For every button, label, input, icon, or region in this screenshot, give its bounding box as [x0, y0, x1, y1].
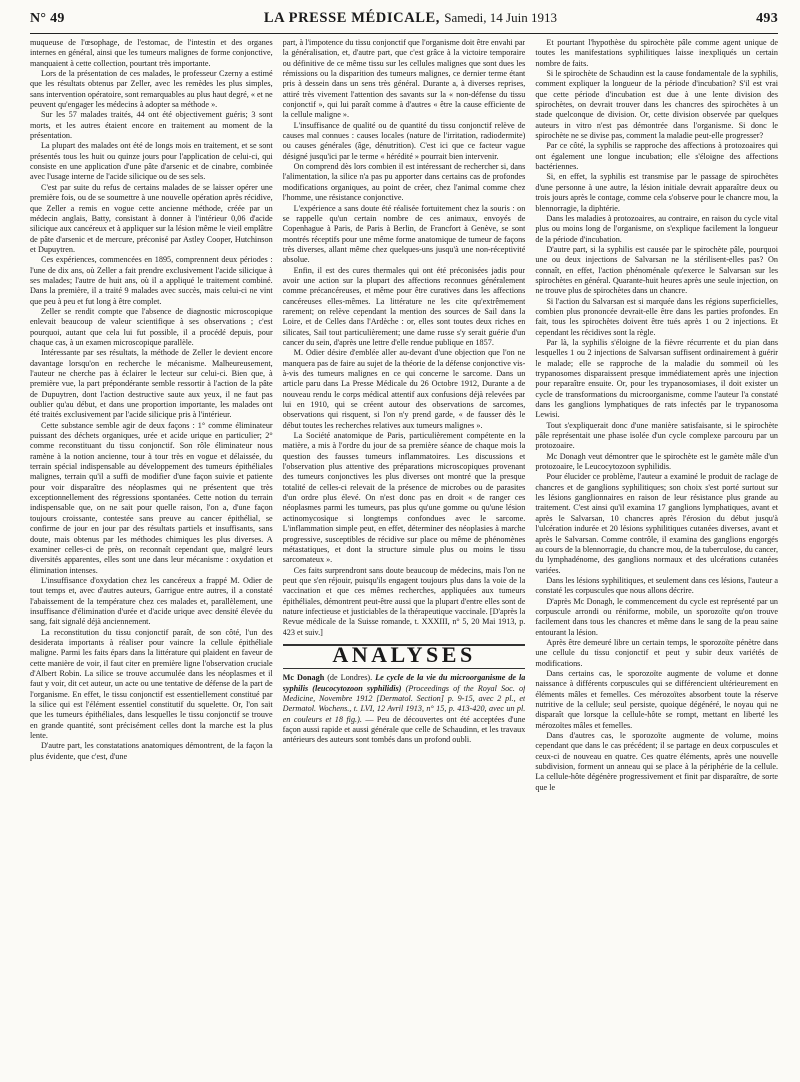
- paragraph: Cette substance semble agir de deux façons : 1° comme éliminateur puissant des déchets organiques, urée et acide urique en particulier; 2° comme reconstituant du tissu conjonctif. Son rôle éliminateur nous ramène à la notion ancienne, tour à tour très en vogue et délaissée, du terrain spécial indispensable au développement des tumeurs épithéliales malignes, terrain qu'il a suffi de modifier d'une façon suivie et patiente pour voir disparaître des néoplasmes qui ne présentent que très exceptionnellement des régressions spontanées. Cette notion du terrain indispensable que, on ne sait pour quelle raison, l'on a, d'une façon toujours croissante, contestée sans preuve au cancer épithélial, se confirme de jour en jour par des résultats partiels et insuffisants, sans doute, mais obtenus par les méthodes chimiques les plus diverses. A examiner celles-ci de près, on reconnaît cependant que, malgré leurs diversités apparentes, elles sont une dans leur mécanisme : oxydation et élimination intenses.: [30, 420, 273, 575]
- page-header: [30, 10, 778, 34]
- paragraph: Zeller se rendit compte que l'absence de diagnostic microscopique enlevait beaucoup de valeur scientifique à ses observations ; c'est pourquoi, autant que cela lui fut possible, il a procédé depuis, pour chaque cas, à un examen microscopique parallèle.: [30, 306, 273, 347]
- paragraph: La Société anatomique de Paris, particulièrement compétente en la matière, a mis à l'ordre du jour de sa première séance de chaque mois la question des fausses tumeurs inflammatoires. Les discussions et l'observation plus attentive des préparations microscopiques provenant des tumeurs conjonctives les plus diverses ont montré que la presque totalité de celles-ci relevait de la présence de microbes ou de parasites d'un ordre plus élevé. On n'est donc pas en droit « de ranger ces néoplasmes parmi les tumeurs, pas plus qu'une gomme ou qu'une lésion actinomycosique si longtemps confondues avec le sarcome. L'inflammation simple peut, en effet, déterminer des néoplasies à marche progressive, susceptibles de récidive sur place ou même de phénomènes métastatiques, et dont la structure simule plus ou moins le tissu sarcomateux ».: [282, 431, 526, 565]
- paragraph: Enfin, il est des cures thermales qui ont été préconisées jadis pour avoir une action sur la plupart des affections reconnues généralement comme précancéreuses, et même pour être curatives dans les affections cancéreuses elles-mêmes. La littérature ne les cite qu'extrêmement rarement; on relève cependant la mention des sources de Sail dans la Loire, et de Celles dans l'Ardèche : or, elles sont toutes deux riches en silicates, Sail tout particulièrement; une dame russe s'y serait guérie d'un cancer du sein, d'après une lettre d'elle rendue publique en 1857.: [282, 265, 526, 347]
- paragraph: La reconstitution du tissu conjonctif paraît, de son côté, l'un des desiderata importants à réaliser pour vaincre la cellule épithéliale maligne. Parmi les faits épars dans la littérature qui plaident en faveur de cette manière de voir, il faut citer en première ligne l'observation cruciale d'Albert Robin. La silice se trouve accumulée dans les néoplasmes et il faut y voir, dit cet auteur, un acte ou une tentative de défense de la part de l'organisme. En effet, le tissu conjonctif est essentiellement constitué par la silice qui est l'élément essentiel constitutif du squelette. Or, l'on sait que les tumeurs épithéliales, dans lesquelles le tissu conjonctif se trouve en grande quantité, sont précisément celles dont la marche est la plus lente.: [30, 627, 273, 741]
- paragraph: part, à l'impotence du tissu conjonctif que l'organisme doit être envahi par la généralisation, et, d'autre part, que c'est grâce à la victoire temporaire ou définitive de ce même tissu sur les cellules malignes que sont dues les rémissions ou la disparition des tumeurs malignes, ce dernier terme étant pris à dessein dans un sens très général. Durante a, à diverses reprises, attiré très vivement l'attention des savants sur la « non-défense du tissu conjonctif », qui lui paraît comme à d'autres « être la cause efficiente de la cellule maligne ».: [282, 38, 526, 120]
- paragraph: Ces faits surprendront sans doute beaucoup de médecins, mais l'on ne peut que s'en réjouir, puisqu'ils engagent toujours plus dans la voie de la vaccination et que ces mêmes recherches, appliquées aux tumeurs épithéliales, démontrent peut-être aussi que la plupart d'entre elles sont de nature infectieuse et justiciables de la thérapeutique vaccinale. [D'après la Revue médicale de la Suisse romande, t. XXXIII, n° 5, 20 Mai 1913, p. 423 et suiv.]: [282, 565, 526, 637]
- journal-title: LA PRESSE MÉDICALE,: [263, 10, 441, 26]
- abstract-author-place: (de Londres).: [327, 673, 373, 683]
- column-right: [535, 38, 778, 1082]
- paragraph: Dans d'autres cas, le sporozoïte augmente de volume, moins cependant que dans le cas précédent; il se partage en deux corpuscules et ceux-ci de nouveau en quatre. Ces quatre éléments, après une nouvelle subdivision, forment un anneau qui se place à la périphérie de la cellule. La cellule-hôte dégénère progressivement et finit par disparaître, de sorte que le: [535, 731, 778, 792]
- paragraph: Et pourtant l'hypothèse du spirochète pâle comme agent unique de toutes les manifestations syphilitiques laisse inexpliqués un certain nombre de faits.: [535, 38, 778, 68]
- analyses-section-header: [283, 641, 526, 669]
- paragraph: Dans les maladies à protozoaires, au contraire, en raison du cycle vital plus ou moins long de l'organisme, on s'explique facilement la longueur de la période d'incubation.: [535, 213, 778, 244]
- paragraph: Si l'action du Salvarsan est si marquée dans les régions superficielles, combien plus prononcée devrait-elle être dans les parties profondes. En fait, tous les spirochètes doivent être tués après 1 ou 2 injections. Et cependant les récidives sont la règle.: [535, 296, 778, 337]
- paragraph: Si, en effet, la syphilis est transmise par le passage de spirochètes d'une personne à une autre, la lésion initiale devrait apparaître deux ou trois jours après le contage, comme cela s'observe pour le chancre mou, la blennorragie, la diphtérie.: [535, 172, 778, 213]
- column-left: [30, 38, 273, 1082]
- paragraph: muqueuse de l'œsophage, de l'estomac, de l'intestin et des organes internes en général, ainsi que les tumeurs malignes de forme conjonctive, manquaient à cette collection, pourtant très importante.: [30, 38, 273, 68]
- paragraph: Par là, la syphilis s'éloigne de la fièvre récurrente et du pian dans lesquelles 1 ou 2 injections de Salvarsan suffisent ordinairement à guérir le malade; elle se rapproche de la maladie du sommeil où les trypanosomes disparaissent presque immédiatement après une injection pour reparaître ensuite. Or, pour les trypanosomiases, il doit exister un cycle de transformations du microorganisme, comme l'auteur l'a constaté dans les ganglions lymphatiques de rats infectés par le trypanosoma Lewisi.: [535, 337, 778, 420]
- paragraph: L'insuffisance de qualité ou de quantité du tissu conjonctif relève de causes mal connues : causes locales (nature de l'irritation, radiodermite) ou causes générales (âge, dénutrition). C'est ici que ce facteur vague désigné jusqu'ici par le terme « hérédité » pourrait bien intervenir.: [282, 120, 526, 161]
- paragraph: D'autre part, si la syphilis est causée par le spirochète pâle, pourquoi une ou deux injections de Salvarsan ne la stérilisent-elles pas? On connaît, en effet, l'action phénoménale qu'exerce le Salvarsan sur les spirochètes en général. Quarante-huit heures après une seule injection, on ne trouve plus de spirochètes dans un chancre.: [535, 244, 778, 296]
- paragraph: Tout s'expliquerait donc d'une manière satisfaisante, si le spirochète pâle représentait une phase isolée d'un cycle complexe parcouru par un protozoaire.: [535, 420, 778, 451]
- paragraph: L'expérience a sans doute été réalisée fortuitement chez la souris : on se rappelle qu'un certain nombre de ces animaux, envoyés de Copenhague à Paris, de Paris à Berlin, de Francfort à Genève, se sont montrés réceptifs pour une même forme anatomique de tumeur de façons très diverses, allant même chez quelques-uns jusqu'à une non-réceptivité absolue.: [282, 203, 526, 265]
- abstract-text: — Peu de découvertes ont été acceptées d'une façon aussi rapide et aussi générale que celle de Schaudinn, et les travaux antérieurs des auteurs sont tombés dans un profond oubli.: [282, 714, 526, 745]
- paragraph: La plupart des malades ont été de longs mois en traitement, et se sont présentés tous les huit ou quinze jours pour l'application de celui-ci, qui consiste en une application d'une pâte d'arsenic et de cinabre, combinée avec l'usage interne de l'acide silicique ou de ses sels.: [30, 141, 273, 182]
- middle-article-text: [283, 38, 526, 638]
- paragraph: M. Odier désire d'emblée aller au-devant d'une objection que l'on ne manquera pas de faire au sujet de la théorie de la défense conjonctive vis-à-vis des tumeurs malignes en ce qui concerne le sarcome. Dans un article paru dans La Presse Médicale du 26 Octobre 1912, Durante a de nouveau rendu le corps médical attentif aux confusions déjà relevées par lui en 1910, qui se créent autour des observations de sarcomes, observations qui risquent, si l'on n'y prend garde, « de fausser dès le début toutes les recherches relatives aux tumeurs malignes ».: [282, 348, 526, 430]
- header-rule: [30, 33, 778, 34]
- abstract-heading: [283, 673, 526, 745]
- paragraph: Dans certains cas, le sporozoïte augmente de volume et donne naissance à différents corpuscules qui se différencient ultérieurement en éléments mâles et femelles. Ces mérozoïtes absorbent toute la réserve nutritive de la cellule; seul persiste, quoique dégénéré, le noyau qui ne disparaît que lorsque la cellule-hôte se rompt, mettant en liberté les mérozoïtes mâles et femelles.: [535, 668, 778, 730]
- paragraph: Intéressante par ses résultats, la méthode de Zeller le devient encore davantage lorsqu'on en recherche le mécanisme. Malheureusement, l'auteur ne cherche pas à éclairer le lecteur sur celui-ci. Bien que, à première vue, la part prépondérante semble ressortir à l'action de la pâte de Dupuytren, dont l'action destructive saute aux yeux, il ne faut pas oublier qu'au début, et dans une proportion importante, les malades ont été traités exclusivement par l'acide silicique pris à l'intérieur.: [30, 348, 273, 420]
- analyses-title: ANALYSES: [332, 641, 476, 667]
- paragraph: C'est par suite du refus de certains malades de se laisser opérer une première fois, ou de se soumettre à une nouvelle opération après récidive, que Zeller a remis en vogue cette ancienne méthode, créée par un médecin anglais, Batty, consistant à donner à l'intérieur 0,06 d'acide silicique aux cancéreux et à appliquer sur la lésion même le vieil emplâtre de pâte d'arsenic et de mercure, préconisé par Astley Cooper, Hutchinson et Dupuytren.: [30, 182, 273, 254]
- journal-title-line: [264, 10, 557, 27]
- paragraph: Sur les 57 malades traités, 44 ont été objectivement guéris; 3 sont morts, et les autres étaient encore en traitement au moment de la présentation.: [30, 110, 273, 141]
- page-number: 493: [756, 11, 778, 26]
- issue-date: Samedi, 14 Juin 1913: [444, 10, 557, 25]
- paragraph: Pour élucider ce problème, l'auteur a examiné le produit de raclage de chancres et de ganglions syphilitiques; son choix s'est porté surtout sur les lésions ganglionnaires en raison de leur résistance plus grande au traitement. C'est ainsi qu'il examina 17 ganglions lymphatiques, avant et après le Salvarsan, 10 chancres après l'érosion du début jusqu'à l'ulcération indurée et 20 lésions syphilitiques cutanées diverses, avant et après le Salvarsan. Comme contrôle, il examina des ganglions engorgés au cours de la blennorragie, du chancre mou, de la tuberculose, du cancer, du lymphadénome, des ganglions normaux et des ulcérations cutanées variées.: [535, 472, 778, 575]
- abstract-reference: (Proceedings of the Royal Soc. of Medicine, Novembre 1912 [Dermatol. Section] p. 9-15, avec 2 pl., et Dermatol. Wochens., t. LVI, 12 Avril 1913, n° 15, p. 413-420, avec un pl. en couleurs et 18 fig.).: [282, 683, 526, 724]
- paragraph: Si le spirochète de Schaudinn est la cause fondamentale de la syphilis, comment expliquer la longueur de la période d'incubation? S'il est vrai que cette période d'incubation est due à une lente division des spirochètes, on devrait trouver dans les chancres des spirochètes à un stade quelconque de division. Or, cette division observée par quelques auteurs in vitro n'est pas démontrée dans l'organisme. Si donc le spirochète ne se divise pas, comment la maladie peut-elle progresser?: [535, 69, 778, 141]
- columns: [30, 38, 778, 1082]
- paragraph: Après être demeuré libre un certain temps, le sporozoïte pénètre dans une cellule du tissu conjonctif et peut y subir deux variétés de modifications.: [535, 637, 778, 668]
- paragraph: Ces expériences, commencées en 1895, comprennent deux périodes : l'une de dix ans, où Zeller a fait prendre exclusivement l'acide silicique à ses malades; l'autre de huit ans, où il a appliqué le traitement combiné. Dans la première, il a traité 9 malades avec succès, mais celui-ci ne vint que peu à peu et fut long à être complet.: [30, 255, 273, 306]
- paragraph: D'après Mc Donagh, le commencement du cycle est représenté par un corpuscule arrondi ou réniforme, mobile, un sporozoïte qu'on trouve facilement dans tous les chancres et même dans le sang de la peau saine entourant la lésion.: [535, 596, 778, 637]
- paragraph: Mc Donagh veut démontrer que le spirochète est le gamète mâle d'un protozoaire, le Leucocytozoon syphilidis.: [535, 451, 778, 472]
- abstract-author: Mc Donagh: [282, 673, 325, 683]
- column-middle: [283, 38, 526, 1082]
- paragraph: Dans les lésions syphilitiques, et seulement dans ces lésions, l'auteur a constaté les corpuscules que nous allons décrire.: [535, 575, 778, 596]
- paragraph: On comprend dès lors combien il est intéressant de rechercher si, dans l'alimentation, la silice n'a pas pu apporter dans certains cas de profondes modifications organiques, au point de créer, chez l'animal comme chez l'homme, une résistance conjonctive.: [282, 162, 526, 203]
- paragraph: L'insuffisance d'oxydation chez les cancéreux a frappé M. Odier de tout temps et, avec d'autres auteurs, Garrigue entre autres, il a constaté l'abaissement de la température chez ces malades et, parallèlement, une insuffisance d'élimination d'urée et d'acide urique avec densité élevée du sang, fait signalé déjà anciennement.: [30, 575, 273, 627]
- paragraph: Par ce côté, la syphilis se rapproche des affections à protozoaires qui ont également une longue incubation; elle s'éloigne des affections bactériennes.: [535, 141, 778, 172]
- paragraph: Lors de la présentation de ces malades, le professeur Czerny a estimé que les résultats obtenus par Zeller, avec les remèdes les plus simples, sans intervention opératoire, sont remarquables au plus haut degré, « et ne peuvent qu'engager les médecins à adopter sa méthode ».: [30, 69, 273, 110]
- abstract-title: Le cycle de la vie du microorganisme de la syphilis (leucocytozoon syphilidis): [282, 673, 526, 693]
- paragraph: D'autre part, les constatations anatomiques démontrent, de la façon la plus évidente, que c'est, d'une: [30, 741, 273, 761]
- issue-number: N° 49: [30, 11, 65, 26]
